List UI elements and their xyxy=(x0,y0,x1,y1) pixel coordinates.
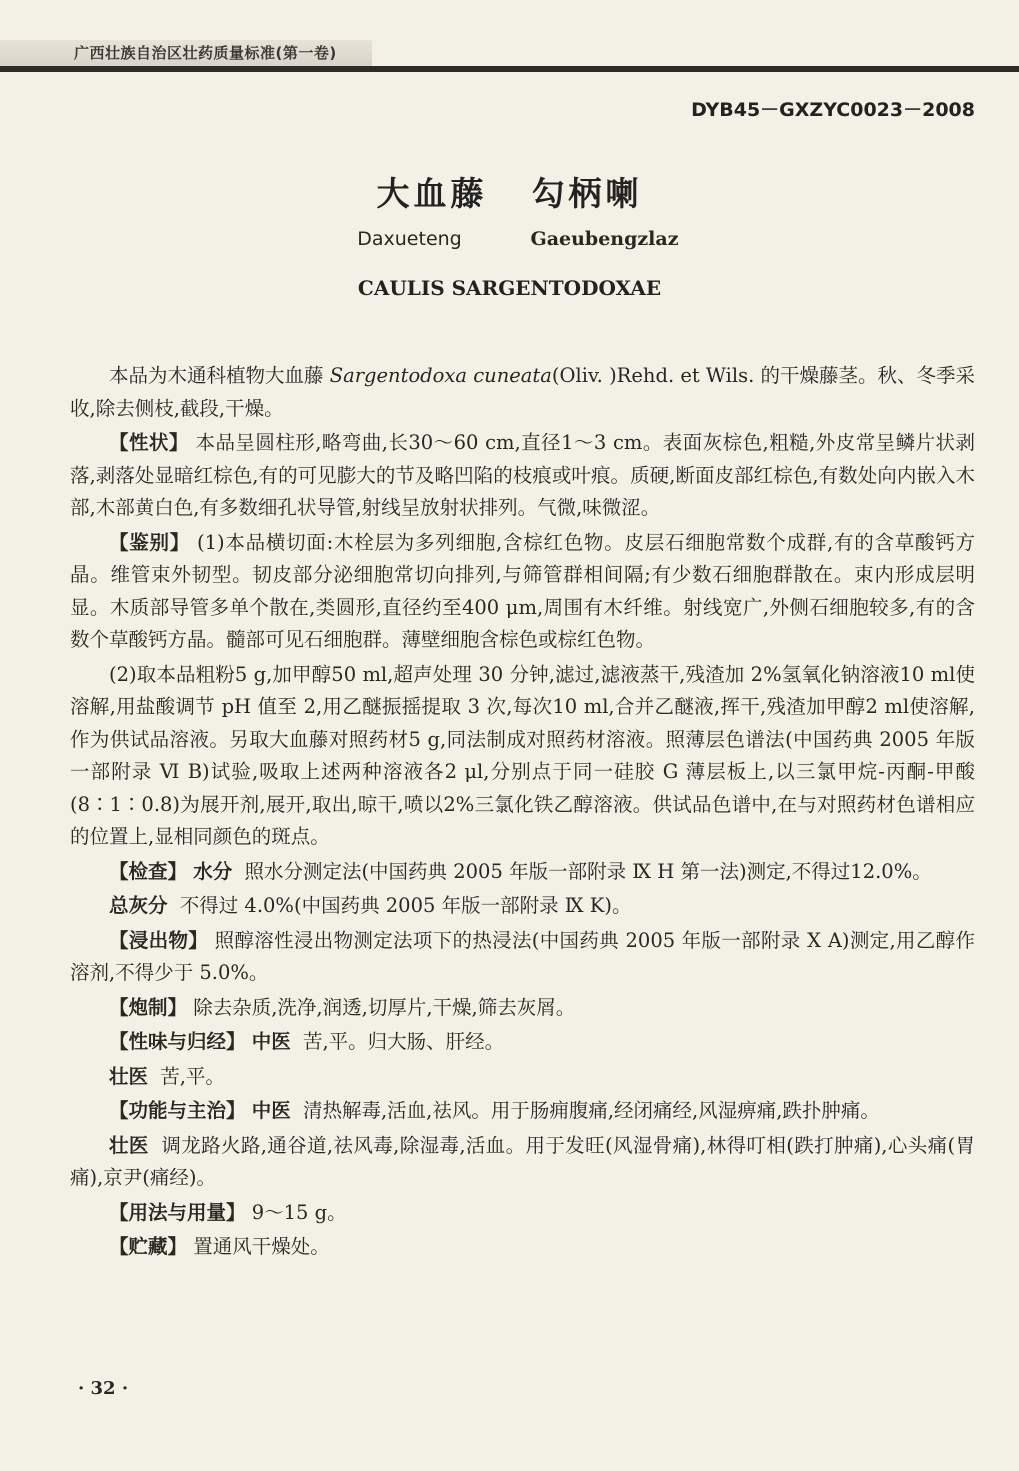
section-jiancha: 【检查】 水分 照水分测定法(中国药典 2005 年版一部附录 Ⅸ H 第一法)测定,不得过12.0%。 xyxy=(109,859,932,883)
section-xingwei: 【性味与归经】 中医 苦,平。归大肠、肝经。 xyxy=(109,1030,505,1053)
section-xingzhuang: 【性状】 本品呈圆柱形,略弯曲,长30～60 cm,直径1～3 cm。表面灰棕色,粗糙,外皮常呈鳞片状剥落,剥落处显暗红棕色,有的可见膨大的节及略凹陷的枝痕或叶痕。质硬,断面皮部红棕色,有数处向内嵌入木部,木部黄白色,有多数细孔状导管,射线呈放射状排列。气微,味微涩。 xyxy=(70,431,975,519)
section-jianbie: 【鉴别】 (1)本品横切面:木栓层为多列细胞,含棕红色物。皮层石细胞常数个成群,有的含草酸钙方晶。维管束外韧型。韧皮部分泌细胞常切向排列,与筛管群相间隔;有少数石细胞群散在。束内形成层明显。木质部导管多单个散在,类圆形,直径约至400 μm,周围有木纤维。射线宽广,外侧石细胞较多,有的含数个草酸钙方晶。髓部可见石细胞群。薄壁细胞含棕色或棕红色物。 xyxy=(70,530,975,651)
zhuang-pinyin-name: Gaeubengzlaz xyxy=(530,228,679,250)
xingwei-zhuangyi: 壮医 苦,平。 xyxy=(109,1064,225,1088)
jiancha-zonghuifen: 总灰分 不得过 4.0%(中国药典 2005 年版一部附录 Ⅸ K)。 xyxy=(109,894,632,917)
monograph-title xyxy=(0,168,1019,300)
chinese-name: 大血藤 xyxy=(376,174,488,213)
jianbie-item-2: (2)取本品粗粉5 g,加甲醇50 ml,超声处理 30 分钟,滤过,滤液蒸干,残渣加 2%氢氧化钠溶液10 ml使溶解,用盐酸调节 pH 值至 2,用乙醚振摇提取 3 次,每次10 ml,合并乙醚液,挥干,残渣加甲醇2 ml使溶解,作为供试品溶液。另取大血藤对照药材5 g,同法制成对照药材溶液。照薄层色谱法(中国药典 2005 年版一部附录 Ⅵ B)试验,吸取上述两种溶液各2 μl,分别点于同一硅胶 G 薄层板上,以三氯甲烷-丙酮-甲酸(8∶1∶0.8)为展开剂,展开,取出,晾干,喷以2%三氯化铁乙醇溶液。供试品色谱中,在与对照药材色谱相应的位置上,显相同颜色的斑点。 xyxy=(70,662,975,848)
section-heading: 【炮制】 xyxy=(109,995,188,1019)
section-heading: 【浸出物】 xyxy=(109,928,209,952)
section-jinchuwu: 【浸出物】 照醇溶性浸出物测定法项下的热浸法(中国药典 2005 年版一部附录 Ⅹ A)测定,用乙醇作溶剂,不得少于 5.0%。 xyxy=(70,928,975,984)
page-number: · 32 · xyxy=(78,1378,129,1399)
book-title: 广西壮族自治区壮药质量标准(第一卷) xyxy=(74,44,337,62)
section-heading: 【功能与主治】 xyxy=(109,1099,246,1122)
pinyin-name: Daxueteng xyxy=(357,228,462,250)
section-heading: 【用法与用量】 xyxy=(109,1200,246,1224)
species-name: Sargentodoxa cuneata xyxy=(329,364,552,387)
section-heading: 【鉴别】 xyxy=(109,530,191,554)
section-heading: 【检查】 xyxy=(109,859,188,883)
monograph-body xyxy=(70,360,975,1266)
subheading-shuifen: 水分 xyxy=(193,859,233,883)
latin-name: CAULIS SARGENTODOXAE xyxy=(357,276,662,300)
running-header xyxy=(0,0,1019,72)
section-yongfa: 【用法与用量】 9～15 g。 xyxy=(109,1200,347,1224)
gongneng-zhuangyi: 壮医 调龙路火路,通谷道,祛风毒,除湿毒,活血。用于发旺(风湿骨痛),林得叮相(跌打肿痛),心头痛(胃痛),京尹(痛经)。 xyxy=(70,1133,975,1189)
section-heading: 【性状】 xyxy=(109,431,189,454)
zhuang-name: 勾柄喇 xyxy=(531,174,643,213)
section-paozhi: 【炮制】 除去杂质,洗净,润透,切厚片,干燥,筛去灰屑。 xyxy=(109,995,576,1019)
subheading-zonghuifen: 总灰分 xyxy=(109,894,168,917)
section-heading: 【贮藏】 xyxy=(109,1235,188,1258)
section-gongneng: 【功能与主治】 中医 清热解毒,活血,祛风。用于肠痈腹痛,经闭痛经,风湿痹痛,跌扑肿痛。 xyxy=(109,1099,880,1122)
section-heading: 【性味与归经】 xyxy=(109,1030,246,1053)
header-rule xyxy=(0,66,1019,72)
standard-code: DYB45－GXZYC0023－2008 xyxy=(691,99,975,121)
section-zhucang: 【贮藏】 置通风干燥处。 xyxy=(109,1235,330,1258)
intro-paragraph: 本品为木通科植物大血藤 Sargentodoxa cuneata(Oliv. )Rehd. et Wils. 的干燥藤茎。秋、冬季采收,除去侧枝,截段,干燥。 xyxy=(70,364,976,420)
